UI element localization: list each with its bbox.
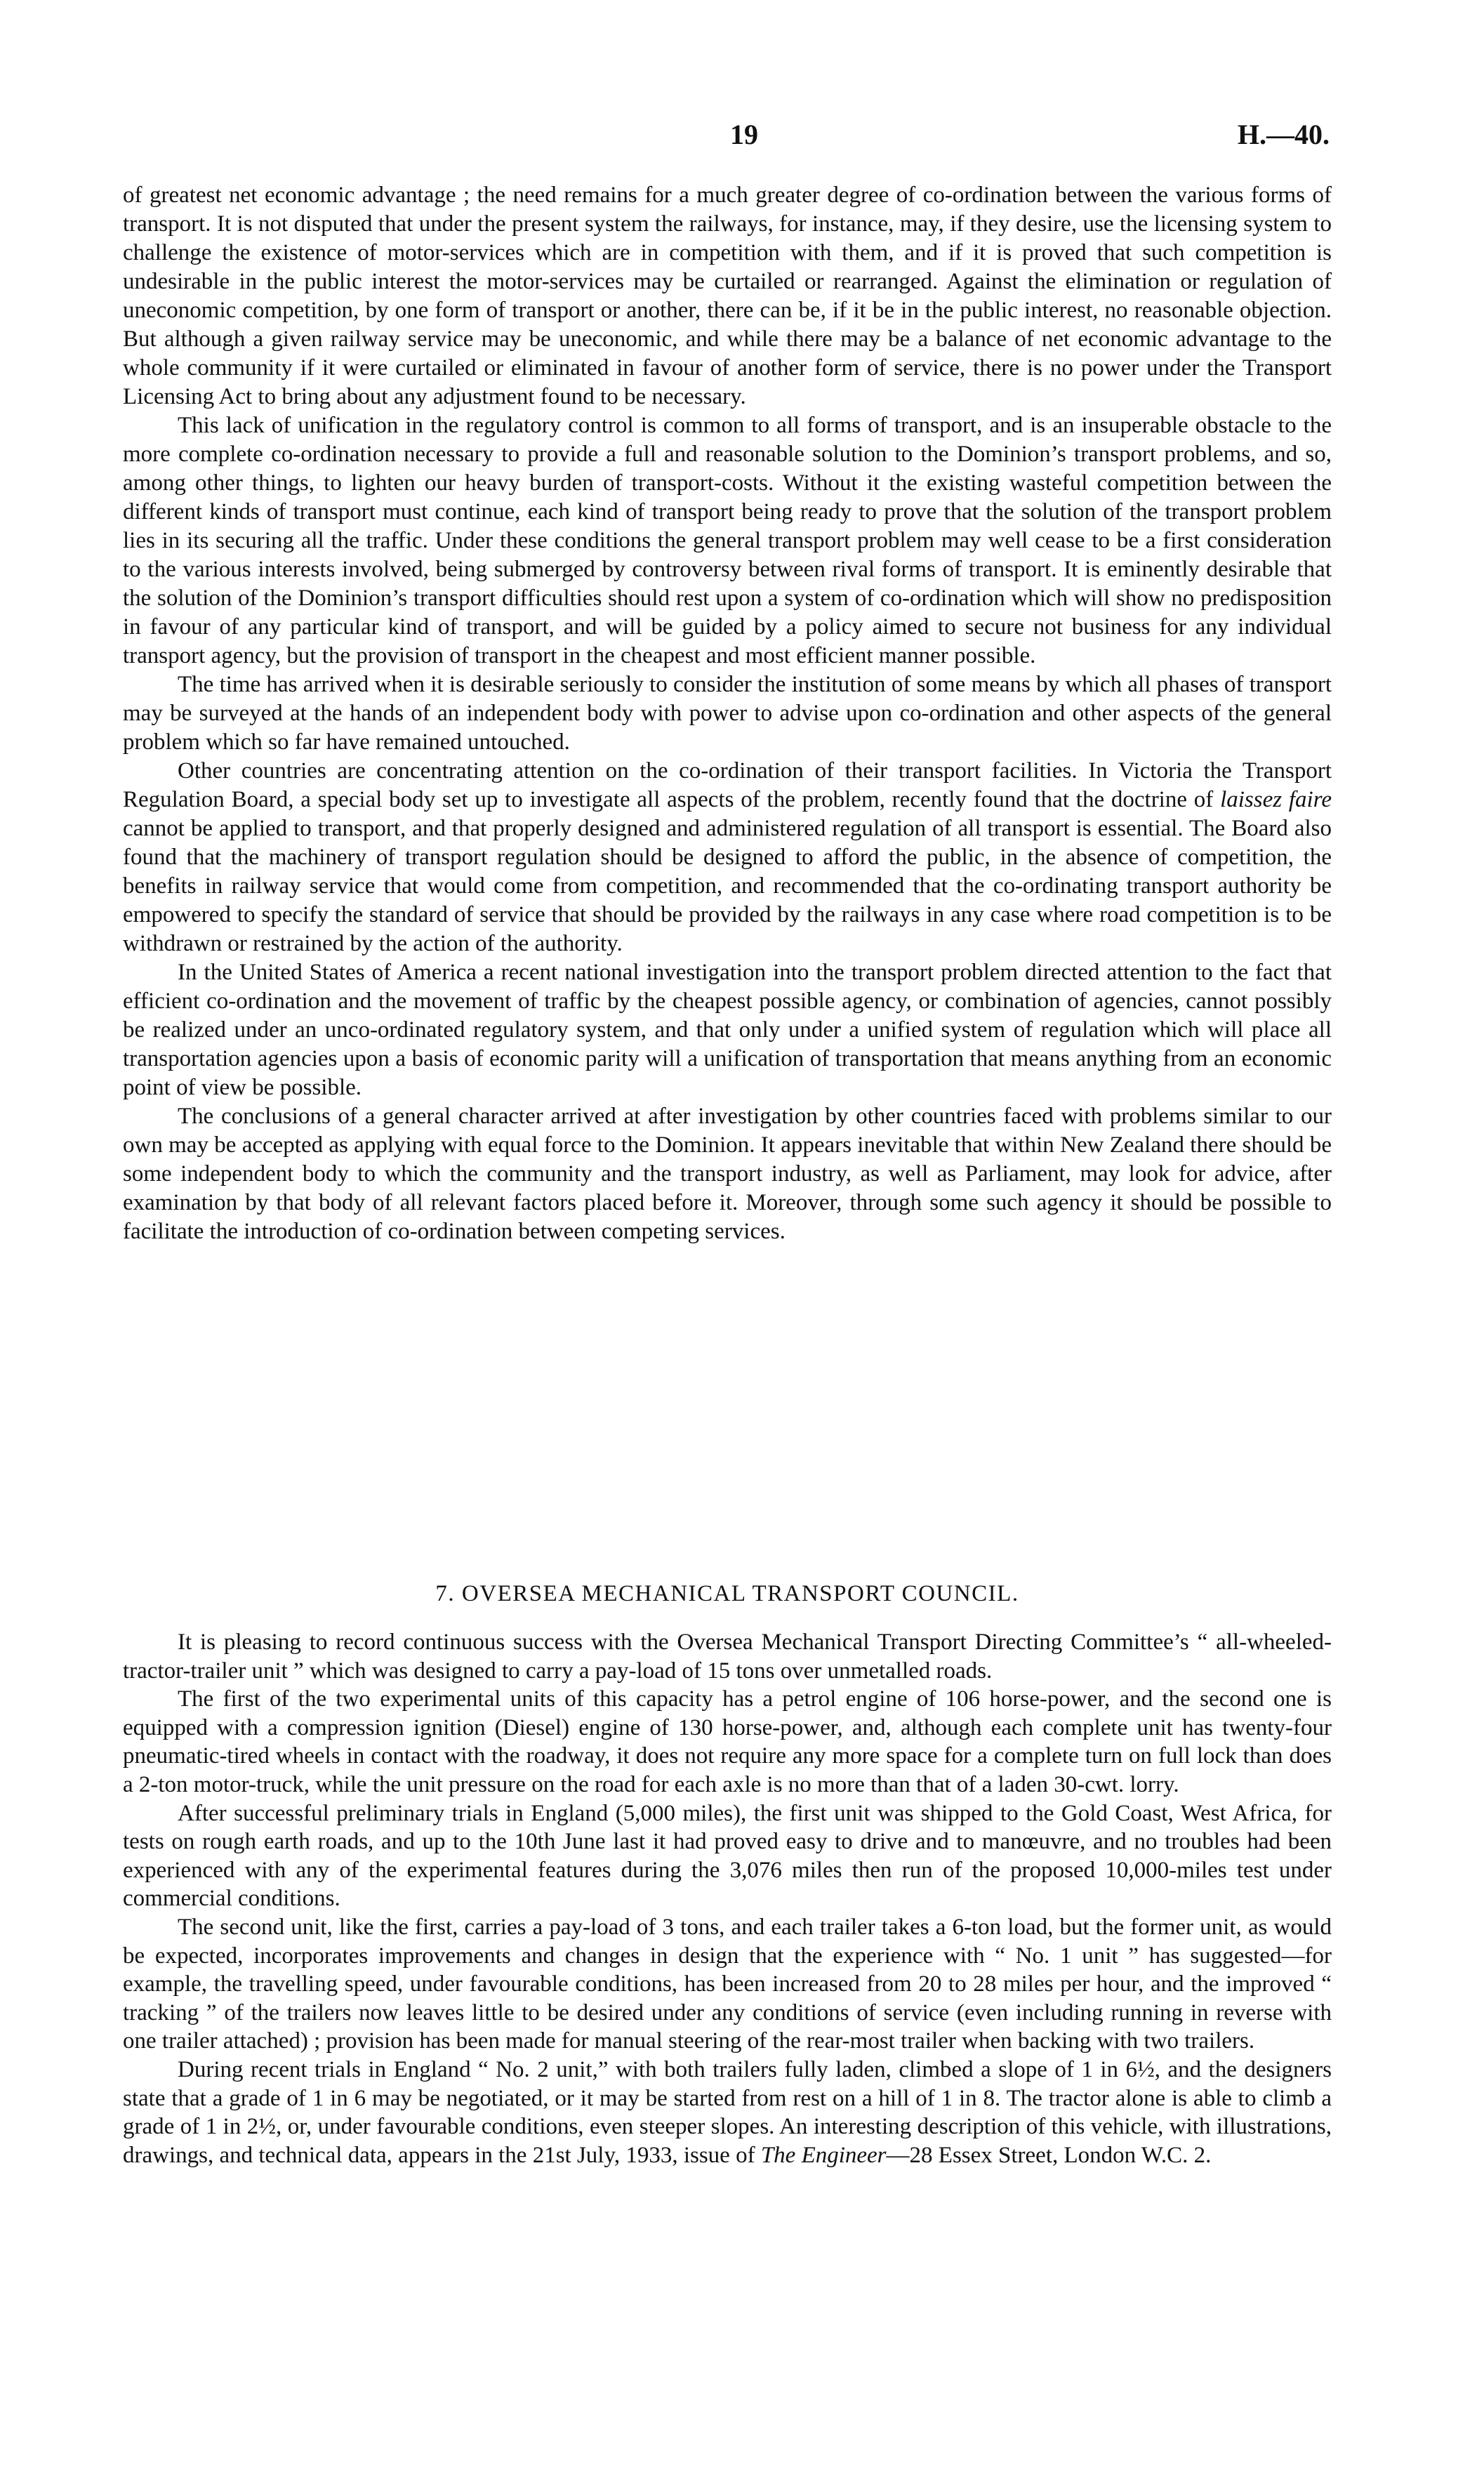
paragraph: It is pleasing to record continuous success with the Oversea Mechanical Transport Directing Committee’s “ all-wheeled-tractor-trailer unit ” which was designed to carry a pay-load of 15 tons over unmetalled roads. xyxy=(123,1629,1332,1684)
paragraph-text: —28 Essex Street, London W.C. 2. xyxy=(886,2142,1212,2168)
page-number: 19 xyxy=(730,119,758,150)
paragraph: The second unit, like the first, carries a pay-load of 3 tons, and each trailer takes a 6-ton load, but the former unit, as would be expected, incorporates improvements and changes in design that the experience with “ No. 1 unit ” has suggested—for example, the travelling speed, under favourable conditions, has been increased from 20 to 28 miles per hour, and the improved “ tracking ” of the trailers now leaves little to be desired under any conditions of service (even including running in reverse with one trailer attached) ; provision has been made for manual steering of the rear-most trailer when backing with two trailers. xyxy=(123,1914,1332,2054)
paragraph: This lack of unification in the regulatory control is common to all forms of transport, and is an insuperable obstacle to the more complete co-ordination necessary to provide a full and reasonable solution to the Dominion’s transport problems, and so, among other things, to lighten our heavy burden of transport-costs. Without it the existing wasteful competition between the different kinds of transport must continue, each kind of transport being ready to prove that the solution of the transport problem lies in its securing all the traffic. Under these conditions the general transport problem may well cease to be a first consideration to the various interests involved, being submerged by controversy between rival forms of transport. It is eminently desirable that the solution of the Dominion’s transport difficulties should rest upon a system of co-ordination which will show no predisposition in favour of any particular kind of transport, and will be guided by a policy aimed to secure not business for any individual transport agency, but the provision of transport in the cheapest and most efficient manner possible. xyxy=(123,413,1332,668)
paragraph-text: cannot be applied to transport, and that properly designed and administered regulation of all transport is essential. The Board also found that the machinery of transport regulation should be designed to afford the public, in the absence of competition, the benefits in railway service that would come from competition, and recommended that the co-ordinating transport authority be empowered to specify the standard of service that should be provided by the railways in any case where road competition is to be withdrawn or restrained by the action of the authority. xyxy=(123,816,1332,956)
section-7-body xyxy=(123,1628,1332,2169)
document-reference: H.—40. xyxy=(1237,119,1330,150)
paragraph: In the United States of America a recent national investigation into the transport problem directed attention to the fact that efficient co-ordination and the movement of traffic by the cheapest possible agency, or combination of agencies, cannot possibly be realized under an unco-ordinated regulatory system, and that only under a unified system of regulation which will place all transportation agencies upon a basis of economic parity will a unification of transportation that means anything from an economic point of view be possible. xyxy=(123,960,1332,1100)
paragraph: The time has arrived when it is desirable seriously to consider the institution of some means by which all phases of transport may be surveyed at the hands of an independent body with power to advise upon co-ordination and other aspects of the general problem which so far have remained untouched. xyxy=(123,672,1332,755)
paragraph: After successful preliminary trials in England (5,000 miles), the first unit was shipped to the Gold Coast, West Africa, for tests on rough earth roads, and up to the 10th June last it had proved easy to drive and to manœuvre, and no troubles had been experienced with any of the experimental features during the 3,076 miles then run of the proposed 10,000-miles test under commercial conditions. xyxy=(123,1800,1332,1912)
paragraph xyxy=(123,757,1332,958)
section-heading: 7. OVERSEA MECHANICAL TRANSPORT COUNCIL. xyxy=(435,1581,1019,1606)
publication-title: The Engineer xyxy=(760,2142,887,2168)
section-6-body xyxy=(123,181,1332,1246)
paragraph: The conclusions of a general character arrived at after investigation by other countries faced with problems similar to our own may be accepted as applying with equal force to the Dominion. It appears inevitable that within New Zealand there should be some independent body to which the community and the transport industry, as well as Parliament, may look for advice, after examination by that body of all relevant factors placed before it. Moreover, through some such agency it should be possible to facilitate the introduction of co-ordination between competing services. xyxy=(123,1104,1332,1244)
paragraph-text: Other countries are concentrating attention on the co-ordination of their transport facilities. In Victoria the Transport Regulation Board, a special body set up to investigate all aspects of the problem, recently found that the doctrine of xyxy=(123,758,1332,812)
paragraph-text: During recent trials in England “ No. 2 unit,” with both trailers fully laden, climbed a slope of 1 in 6½, and the designers state that a grade of 1 in 6 may be negotiated, or it may be started from rest on a hill of 1 in 8. The tractor alone is able to climb a grade of 1 in 2½, or, under favourable conditions, even steeper slopes. An interesting description of this vehicle, with illustrations, drawings, and technical data, appears in the 21st July, 1933, issue of xyxy=(123,2056,1332,2168)
paragraph: The first of the two experimental units of this capacity has a petrol engine of 106 horse-power, and the second one is equipped with a compression ignition (Diesel) engine of 130 horse-power, and, although each complete unit has twenty-four pneumatic-tired wheels in contact with the roadway, it does not require any more space for a complete turn on full lock than does a 2-ton motor-truck, while the unit pressure on the road for each axle is no more than that of a laden 30-cwt. lorry. xyxy=(123,1686,1332,1797)
paragraph-continued: of greatest net economic advantage ; the need remains for a much greater degree of co-ordination between the various forms of transport. It is not disputed that under the present system the railways, for instance, may, if they desire, use the licensing system to challenge the existence of motor-services which are in competition with them, and if it is proved that such competition is undesirable in the public interest the motor-services may be curtailed or rearranged. Against the elimination or regulation of uneconomic competition, by one form of transport or another, there can be, if it be in the public interest, no reasonable objection. But although a given railway service may be uneconomic, and while there may be a balance of net economic advantage to the whole community if it were curtailed or eliminated in favour of another form of service, there is no power under the Transport Licensing Act to bring about any adjustment found to be necessary. xyxy=(123,183,1332,409)
italic-phrase: laissez faire xyxy=(1220,787,1332,812)
paragraph xyxy=(123,2056,1332,2169)
